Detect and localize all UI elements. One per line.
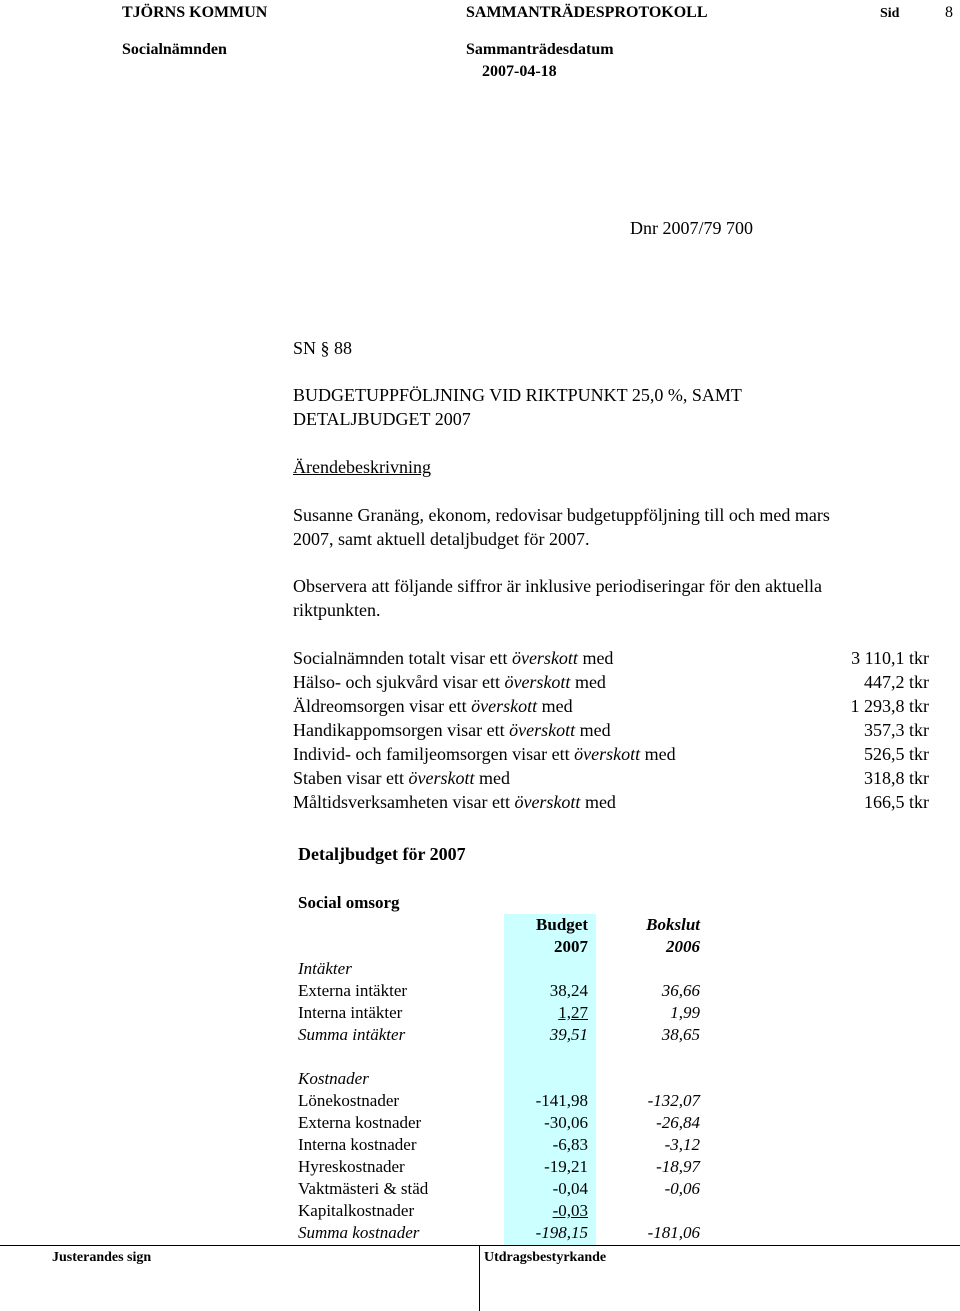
row-bokslut: -132,07: [647, 1091, 700, 1110]
summary-value: 1 293,8 tkr: [850, 696, 929, 716]
table-row: [298, 1002, 708, 1024]
row-budget: 1,27: [558, 1003, 588, 1022]
row-budget: -0,03: [552, 1201, 588, 1220]
row-bokslut: 36,66: [661, 981, 700, 1000]
summary-italic-word: överskott: [574, 744, 641, 764]
summary-prefix: Individ- och familjeomsorgen visar ett: [293, 744, 570, 764]
footer-extract-certification-label: Utdragsbestyrkande: [484, 1250, 607, 1265]
summary-row: [293, 766, 929, 790]
meeting-date-label: Sammanträdesdatum: [466, 41, 614, 58]
row-budget: -198,15: [535, 1223, 588, 1242]
table-section-title: Social omsorg: [298, 893, 400, 912]
col-header-bokslut: Bokslut: [646, 915, 700, 934]
municipality-name: TJÖRNS KOMMUN: [122, 4, 268, 21]
summary-suffix: med: [644, 744, 676, 764]
paragraph-1-line-2: 2007, samt aktuell detaljbudget för 2007.: [293, 529, 590, 549]
summary-row: [293, 718, 929, 742]
row-label: Externa intäkter: [298, 981, 408, 1000]
table-row: [298, 1156, 708, 1178]
row-label: Kapitalkostnader: [298, 1201, 415, 1220]
row-label: Hyreskostnader: [298, 1157, 405, 1176]
summary-prefix: Staben visar ett: [293, 768, 404, 788]
row-label: Lönekostnader: [298, 1091, 400, 1110]
page-number: 8: [945, 4, 953, 21]
footer-column-divider: [479, 1245, 480, 1311]
summary-value: 447,2 tkr: [864, 672, 929, 692]
row-budget: -30,06: [544, 1113, 588, 1132]
table-header-row-1: [298, 914, 708, 936]
col-header-budget: Budget: [536, 915, 588, 934]
row-bokslut: 1,99: [670, 1003, 700, 1022]
col-header-bokslut-year: 2006: [666, 937, 700, 956]
row-budget: -141,98: [535, 1091, 588, 1110]
table-row: [298, 980, 708, 1002]
summary-suffix: med: [574, 672, 606, 692]
summary-value: 318,8 tkr: [864, 768, 929, 788]
title-line-1: BUDGETUPPFÖLJNING VID RIKTPUNKT 25,0 %, SAMT: [293, 385, 742, 405]
row-bokslut: -181,06: [647, 1223, 700, 1242]
table-header-row-2: [298, 936, 708, 958]
row-label: Externa kostnader: [298, 1113, 422, 1132]
summary-prefix: Socialnämnden totalt visar ett: [293, 648, 508, 668]
income-header-row: [298, 958, 708, 980]
row-budget: 38,24: [549, 981, 588, 1000]
summary-italic-word: överskott: [509, 720, 576, 740]
summary-italic-word: överskott: [504, 672, 571, 692]
detail-budget-heading: Detaljbudget för 2007: [298, 844, 466, 864]
table-row: [298, 1200, 708, 1222]
row-label: Vaktmästeri & städ: [298, 1179, 429, 1198]
table-row: [298, 1112, 708, 1134]
table-row: [298, 1178, 708, 1200]
summary-italic-word: överskott: [471, 696, 538, 716]
document-type: SAMMANTRÄDESPROTOKOLL: [466, 4, 708, 21]
summary-prefix: Handikappomsorgen visar ett: [293, 720, 505, 740]
committee-name: Socialnämnden: [122, 41, 227, 58]
row-bokslut: -0,06: [664, 1179, 700, 1198]
summary-row: [293, 646, 929, 670]
section-number: SN § 88: [293, 338, 353, 358]
summary-italic-word: överskott: [408, 768, 475, 788]
summary-italic-word: överskott: [514, 792, 581, 812]
summary-value: 3 110,1 tkr: [851, 648, 929, 668]
row-budget: -6,83: [552, 1135, 588, 1154]
summary-row: [293, 742, 929, 766]
summary-suffix: med: [579, 720, 611, 740]
row-budget: -0,04: [552, 1179, 588, 1198]
dnr-number: Dnr 2007/79 700: [630, 218, 753, 238]
row-label: Interna kostnader: [298, 1135, 417, 1154]
row-label: Summa intäkter: [298, 1025, 406, 1044]
summary-italic-word: överskott: [511, 648, 578, 668]
paragraph-2-line-2: riktpunkten.: [293, 600, 381, 620]
cost-header: Kostnader: [298, 1069, 369, 1088]
summary-suffix: med: [584, 792, 616, 812]
table-sum-row: [298, 1024, 708, 1046]
row-bokslut: -3,12: [664, 1135, 700, 1154]
row-bokslut: 38,65: [661, 1025, 700, 1044]
col-header-budget-year: 2007: [554, 937, 588, 956]
page-label: Sid: [880, 6, 900, 21]
summary-prefix: Hälso- och sjukvård visar ett: [293, 672, 500, 692]
paragraph-2-line-1: Observera att följande siffror är inklusive periodiseringar för den aktuella: [293, 576, 822, 596]
row-budget: 39,51: [549, 1025, 588, 1044]
table-row: [298, 1090, 708, 1112]
summary-value: 166,5 tkr: [864, 792, 929, 812]
cost-header-row: [298, 1068, 708, 1090]
row-label: Summa kostnader: [298, 1223, 420, 1242]
summary-prefix: Äldreomsorgen visar ett: [293, 696, 467, 716]
summary-row: [293, 790, 929, 814]
row-label: Interna intäkter: [298, 1003, 403, 1022]
table-sum-row: [298, 1222, 708, 1244]
row-bokslut: -18,97: [656, 1157, 700, 1176]
summary-row: [293, 670, 929, 694]
summary-suffix: med: [541, 696, 573, 716]
row-bokslut: -26,84: [656, 1113, 700, 1132]
summary-prefix: Måltidsverksamheten visar ett: [293, 792, 510, 812]
meeting-date: 2007-04-18: [482, 63, 557, 80]
summary-row: [293, 694, 929, 718]
summary-suffix: med: [478, 768, 510, 788]
paragraph-1-line-1: Susanne Granäng, ekonom, redovisar budgetuppföljning till och med mars: [293, 505, 830, 525]
summary-suffix: med: [582, 648, 614, 668]
table-row: [298, 1134, 708, 1156]
footer-adjuster-signature-label: Justerandes sign: [52, 1250, 152, 1265]
case-description-heading: Ärendebeskrivning: [293, 457, 431, 477]
summary-value: 526,5 tkr: [864, 744, 929, 764]
title-line-2: DETALJBUDGET 2007: [293, 409, 471, 429]
footer-divider: [0, 1245, 960, 1246]
income-header: Intäkter: [298, 959, 352, 978]
summary-value: 357,3 tkr: [864, 720, 929, 740]
row-budget: -19,21: [544, 1157, 588, 1176]
